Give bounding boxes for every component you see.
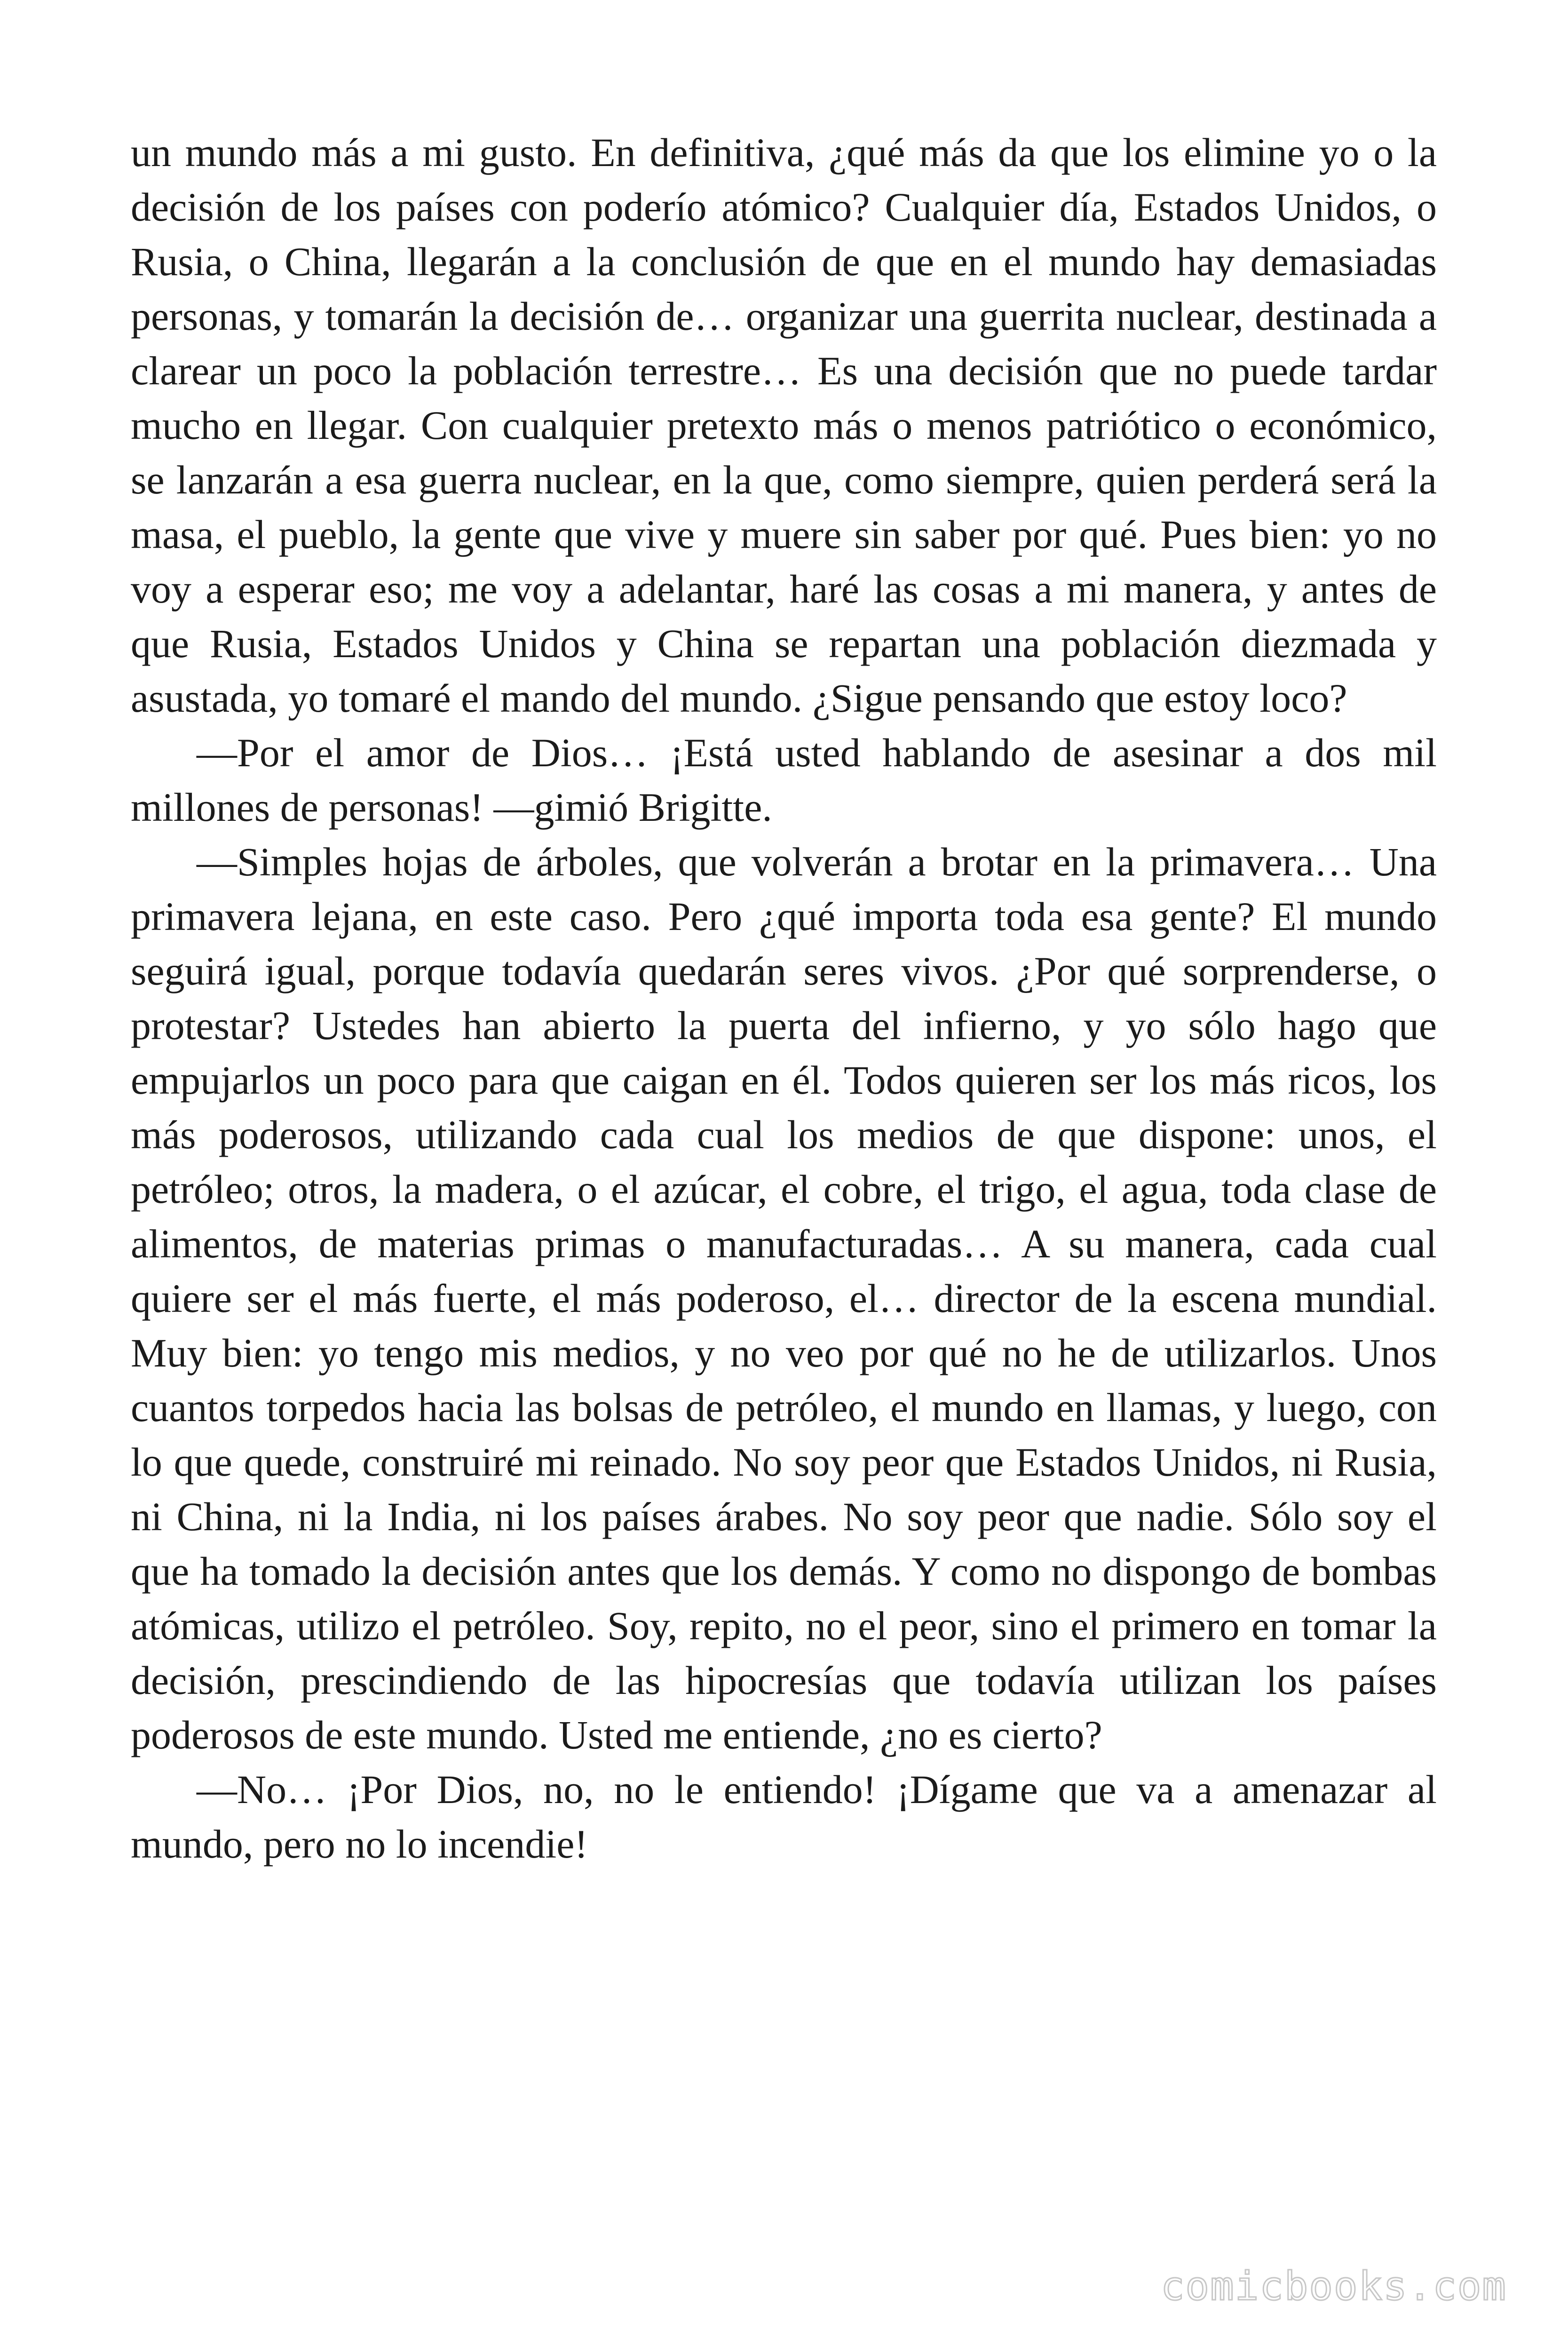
page-body — [131, 125, 1437, 1871]
watermark: comicbooks.com — [1160, 2263, 1507, 2309]
paragraph-continuation: un mundo más a mi gusto. En definitiva, ¿qué más da que los elimine yo o la decisión de los países con poderío atómico? Cualquier día, Estados Unidos, o Rusia, o China, llegarán a la conclusión de que en el mundo hay demasiadas personas, y tomarán la decisión de… organizar una guerrita nuclear, destinada a clarear un poco la población terrestre… Es una decisión que no puede tardar mucho en llegar. Con cualquier pretexto más o menos patriótico o económico, se lanzarán a esa guerra nuclear, en la que, como siempre, quien perderá será la masa, el pueblo, la gente que vive y muere sin saber por qué. Pues bien: yo no voy a esperar eso; me voy a adelantar, haré las cosas a mi manera, y antes de que Rusia, Estados Unidos y China se repartan una población diezmada y asustada, yo tomaré el mando del mundo. ¿Sigue pensando que estoy loco? — [131, 130, 1437, 721]
paragraph-dialogue-plea: —No… ¡Por Dios, no, no le entiendo! ¡Dígame que va a amenazar al mundo, pero no lo incendie! — [131, 1767, 1437, 1867]
paragraph-dialogue-brigitte: —Por el amor de Dios… ¡Está usted hablando de asesinar a dos mil millones de personas! —gimió Brigitte. — [131, 730, 1437, 830]
paragraph-dialogue-reply: —Simples hojas de árboles, que volverán a brotar en la primavera… Una primavera lejana, en este caso. Pero ¿qué importa toda esa gente? El mundo seguirá igual, porque todavía quedarán seres vivos. ¿Por qué sorprenderse, o protestar? Ustedes han abierto la puerta del infierno, y yo sólo hago que empujarlos un poco para que caigan en él. Todos quieren ser los más ricos, los más poderosos, utilizando cada cual los medios de que dispone: unos, el petróleo; otros, la madera, o el azúcar, el cobre, el trigo, el agua, toda clase de alimentos, de materias primas o manufacturadas… A su manera, cada cual quiere ser el más fuerte, el más poderoso, el… director de la escena mundial. Muy bien: yo tengo mis medios, y no veo por qué no he de utilizarlos. Unos cuantos torpedos hacia las bolsas de petróleo, el mundo en llamas, y luego, con lo que quede, construiré mi reinado. No soy peor que Estados Unidos, ni Rusia, ni China, ni la India, ni los países árabes. No soy peor que nadie. Sólo soy el que ha tomado la decisión antes que los demás. Y como no dispongo de bombas atómicas, utilizo el petróleo. Soy, repito, no el peor, sino el primero en tomar la decisión, prescindiendo de las hipocresías que todavía utilizan los países poderosos de este mundo. Usted me entiende, ¿no es cierto? — [131, 839, 1437, 1757]
